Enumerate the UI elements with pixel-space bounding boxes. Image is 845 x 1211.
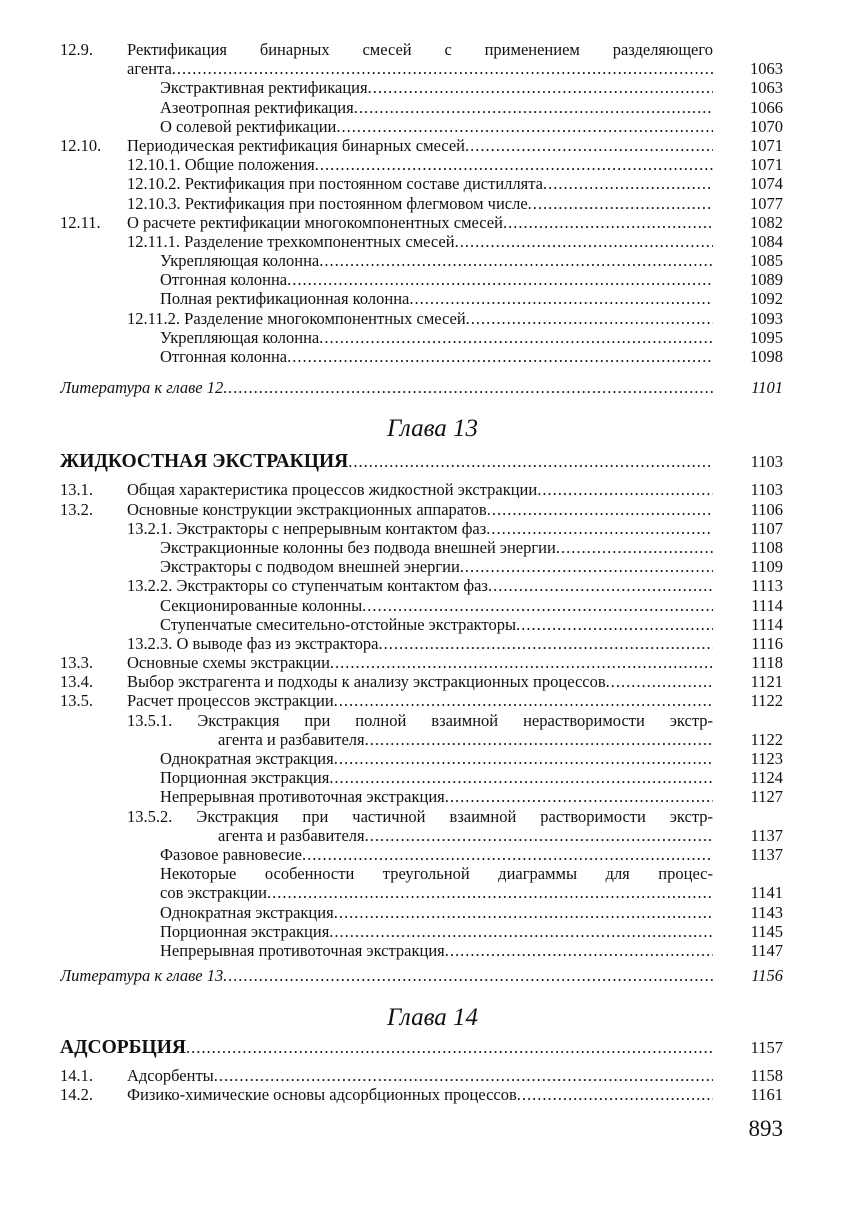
dot-leader (455, 232, 713, 251)
entry-title-text: Азеотропная ректификация (160, 97, 354, 117)
page-ref: 1108 (750, 537, 783, 557)
page-ref: 1089 (750, 270, 783, 290)
entry-title (160, 289, 713, 308)
dot-leader (365, 730, 713, 749)
entry-title-text: Однократная экстракция (160, 749, 334, 768)
page-ref: 1123 (750, 749, 783, 768)
entry-title (127, 576, 713, 595)
entry-title (160, 98, 713, 117)
entry-title (160, 845, 713, 864)
entry-title-text: Фазовое равновесие (160, 844, 302, 864)
entry-title (160, 768, 713, 787)
entry-title-text: Порционная экстракция (160, 921, 330, 941)
toc-row[interactable] (0, 596, 845, 615)
entry-title-text: 12.11.1. Разделение трехкомпонентных смесей (127, 231, 455, 251)
toc-row[interactable] (0, 730, 845, 749)
entry-title-text: Основные схемы экстракции (127, 653, 330, 673)
chapter-title-text: АДСОРБЦИЯ (60, 1037, 186, 1059)
toc-row[interactable] (0, 136, 845, 155)
toc-row[interactable] (0, 807, 845, 826)
page-ref: 1127 (750, 787, 783, 807)
toc-row[interactable] (0, 251, 845, 270)
toc-row[interactable] (0, 232, 845, 251)
entry-title (160, 922, 713, 941)
page-ref: 1103 (750, 452, 783, 472)
section-number: 13.2. (60, 499, 93, 519)
entry-title (218, 730, 713, 749)
entry-title (127, 136, 713, 155)
entry-title-text: агента (127, 59, 172, 79)
page-ref: 1077 (750, 193, 783, 213)
entry-title (160, 347, 713, 366)
dot-leader (287, 270, 713, 289)
page-ref: 1098 (750, 347, 783, 366)
entry-title-text: Адсорбенты (127, 1066, 214, 1086)
dot-leader (319, 251, 713, 270)
entry-title (127, 194, 713, 213)
page-ref: 1071 (750, 155, 783, 175)
section-number: 12.10. (60, 135, 102, 155)
dot-leader (223, 378, 713, 397)
entry-title-text: О солевой ректификации (160, 116, 337, 136)
chapter-title (60, 450, 713, 474)
entry-title-text: Порционная экстракция (160, 768, 330, 788)
toc-row[interactable] (0, 174, 845, 193)
section-number: 14.2. (60, 1085, 93, 1105)
entry-title-text: Выбор экстрагента и подходы к анализу экстракционных процессов (127, 672, 606, 692)
entry-title (127, 672, 713, 691)
entry-title (218, 826, 713, 845)
entry-title (127, 309, 713, 328)
entry-title (160, 903, 713, 922)
dot-leader (543, 174, 713, 193)
toc-row[interactable] (0, 59, 845, 78)
entry-title (127, 634, 713, 653)
page-ref: 1145 (750, 921, 783, 941)
entry-title-text: Экстракторы с подводом внешней энергии (160, 557, 460, 577)
entry-title-text: 13.2.1. Экстракторы с непрерывным контактом фаз (127, 518, 487, 538)
literature-title: Литература к главе 12 (60, 378, 224, 398)
dot-leader (368, 78, 713, 97)
entry-title (60, 378, 713, 397)
page-ref: 1070 (750, 116, 783, 136)
dot-leader (267, 883, 713, 902)
page-ref: 1124 (750, 768, 783, 788)
dot-leader (354, 98, 713, 117)
dot-leader (606, 672, 713, 691)
page-ref: 1066 (750, 97, 783, 117)
toc-row[interactable] (0, 309, 845, 328)
toc-row[interactable] (0, 615, 845, 634)
dot-leader (348, 450, 713, 474)
entry-title (127, 519, 713, 538)
chapter-heading[interactable] (0, 450, 845, 474)
toc-row[interactable] (0, 749, 845, 768)
page-ref: 1122 (750, 729, 783, 749)
entry-title-text: сов экстракции (160, 883, 267, 903)
dot-leader (503, 213, 713, 232)
entry-title-text: агента и разбавителя (218, 729, 365, 749)
entry-title (127, 232, 713, 251)
entry-title (160, 787, 713, 806)
toc-row[interactable] (0, 557, 845, 576)
dot-leader (315, 155, 713, 174)
page-ref: 1156 (751, 966, 783, 986)
entry-title (160, 883, 713, 902)
entry-title-text: 12.10.3. Ректификация при постоянном флегмовом числе (127, 193, 528, 213)
dot-leader (517, 1085, 713, 1104)
entry-title-text: 13.5.1. Экстракция при полной взаимной нерастворимости экстр- (127, 710, 713, 730)
page-ref: 1143 (750, 902, 783, 922)
entry-title (160, 78, 713, 97)
toc-row[interactable] (0, 826, 845, 845)
entry-title (160, 270, 713, 289)
entry-title-text: Непрерывная противоточная экстракция (160, 940, 445, 960)
entry-title (127, 1085, 713, 1104)
page-ref: 1161 (750, 1085, 783, 1105)
dot-leader (465, 136, 713, 155)
page-ref: 1084 (750, 231, 783, 251)
entry-title-text: Ступенчатые смесительно-отстойные экстракторы (160, 614, 517, 634)
entry-title-text: Некоторые особенности треугольной диаграммы для процес- (160, 864, 713, 884)
dot-leader (378, 634, 713, 653)
toc-row[interactable] (0, 922, 845, 941)
entry-title-text: Отгонная колонна (160, 270, 288, 290)
entry-title-text: О расчете ректификации многокомпонентных смесей (127, 212, 503, 232)
page-ref: 1122 (750, 691, 783, 711)
dot-leader (516, 615, 713, 634)
entry-title (127, 213, 713, 232)
page-ref: 1121 (750, 672, 783, 692)
page-ref: 1095 (750, 327, 783, 347)
dot-leader (409, 289, 713, 308)
entry-title-text: Общая характеристика процессов жидкостной экстракции (127, 480, 538, 500)
entry-title-text: Ректификация бинарных смесей с применением разделяющего (127, 40, 713, 59)
page-ref: 1158 (750, 1066, 783, 1086)
entry-title-text: Периодическая ректификация бинарных смесей (127, 135, 465, 155)
dot-leader (487, 500, 713, 519)
toc-row[interactable] (0, 213, 845, 232)
toc-row[interactable] (0, 519, 845, 538)
entry-title-text: Отгонная колонна (160, 347, 288, 366)
entry-title-text: 12.10.1. Общие положения (127, 155, 315, 175)
page-ref: 1082 (750, 212, 783, 232)
page-ref: 1092 (750, 289, 783, 309)
entry-title-text: Расчет процессов экстракции (127, 691, 334, 711)
page-ref: 1106 (750, 499, 783, 519)
page-ref: 1157 (750, 1038, 783, 1058)
dot-leader (172, 59, 713, 78)
entry-title (160, 941, 713, 960)
toc-row[interactable] (0, 903, 845, 922)
page-ref: 1071 (750, 135, 783, 155)
entry-title-text: Физико-химические основы адсорбционных процессов (127, 1085, 517, 1105)
literature-title: Литература к главе 13 (60, 966, 224, 986)
entry-title (127, 40, 713, 59)
dot-leader (287, 347, 713, 366)
toc-row[interactable] (0, 941, 845, 960)
page-ref: 1074 (750, 174, 783, 194)
page-ref: 1063 (750, 78, 783, 98)
entry-title (160, 251, 713, 270)
page-ref: 1109 (750, 557, 783, 577)
toc-row[interactable] (0, 653, 845, 672)
toc-row[interactable] (0, 40, 845, 59)
dot-leader (528, 194, 713, 213)
toc-row[interactable] (0, 1066, 845, 1085)
entry-title-text: Секционированные колонны (160, 595, 363, 615)
dot-leader (214, 1066, 713, 1085)
literature-entry[interactable] (0, 966, 845, 985)
toc-row[interactable] (0, 117, 845, 136)
page-ref: 1118 (751, 653, 783, 673)
toc-row[interactable] (0, 98, 845, 117)
dot-leader (445, 941, 713, 960)
entry-title-text: Полная ректификационная колонна (160, 289, 410, 309)
toc-row[interactable] (0, 711, 845, 730)
toc-row[interactable] (0, 787, 845, 806)
dot-leader (223, 966, 713, 985)
dot-leader (336, 117, 713, 136)
toc-row[interactable] (0, 500, 845, 519)
dot-leader (186, 1036, 713, 1060)
section-number: 13.5. (60, 691, 93, 711)
section-number: 13.1. (60, 480, 93, 500)
chapter-label: Глава 13 (386, 415, 479, 443)
dot-leader (334, 749, 713, 768)
page-ref: 1093 (750, 308, 783, 328)
page-number: 893 (748, 1116, 783, 1141)
chapter-heading[interactable] (0, 1036, 845, 1060)
entry-title-text: 12.11.2. Разделение многокомпонентных смесей (127, 308, 466, 328)
page-ref: 1141 (750, 883, 783, 903)
toc-row[interactable] (0, 576, 845, 595)
entry-title-text: 13.5.2. Экстракция при частичной взаимной растворимости экстр- (127, 806, 713, 826)
toc-row[interactable] (0, 1085, 845, 1104)
page-ref: 1137 (750, 825, 783, 845)
entry-title-text: 13.2.3. О выводе фаз из экстрактора (127, 633, 379, 653)
entry-title-text: Укрепляющая колонна (160, 251, 320, 271)
entry-title (127, 174, 713, 193)
page-ref: 1113 (751, 576, 783, 596)
entry-title (127, 653, 713, 672)
chapter-label: Глава 14 (386, 1004, 479, 1032)
dot-leader (329, 922, 713, 941)
chapter-title-text: ЖИДКОСТНАЯ ЭКСТРАКЦИЯ (60, 451, 349, 473)
entry-title (127, 480, 713, 499)
page-ref: 1103 (750, 480, 783, 500)
page-ref: 1137 (750, 844, 783, 864)
section-number: 13.4. (60, 672, 93, 692)
toc-row[interactable] (0, 78, 845, 97)
entry-title (60, 966, 713, 985)
dot-leader (488, 576, 713, 595)
entry-title (160, 538, 713, 557)
page-ref: 1085 (750, 251, 783, 271)
toc-row[interactable] (0, 347, 845, 366)
toc-row[interactable] (0, 270, 845, 289)
entry-title-text: Укрепляющая колонна (160, 327, 320, 347)
dot-leader (329, 768, 713, 787)
entry-title-text: 13.2.2. Экстракторы со ступенчатым контактом фаз (127, 576, 488, 596)
entry-title-text: Основные конструкции экстракционных аппаратов (127, 499, 487, 519)
entry-title (160, 117, 713, 136)
entry-title (127, 500, 713, 519)
entry-title (127, 1066, 713, 1085)
page-ref: 1063 (750, 59, 783, 79)
page-ref: 1114 (751, 614, 783, 634)
dot-leader (460, 557, 713, 576)
entry-title-text: агента и разбавителя (218, 825, 365, 845)
toc-row[interactable] (0, 289, 845, 308)
toc-row[interactable] (0, 691, 845, 710)
dot-leader (362, 596, 713, 615)
dot-leader (302, 845, 713, 864)
section-number: 12.9. (60, 40, 93, 59)
toc-row[interactable] (0, 845, 845, 864)
entry-title-text: Экстракционные колонны без подвода внешней энергии (160, 537, 556, 557)
entry-title-text: Экстрактивная ректификация (160, 78, 368, 98)
entry-title (160, 749, 713, 768)
entry-title (127, 155, 713, 174)
toc-row[interactable] (0, 328, 845, 347)
dot-leader (334, 691, 713, 710)
entry-title (160, 864, 713, 883)
dot-leader (319, 328, 713, 347)
toc-row[interactable] (0, 883, 845, 902)
dot-leader (330, 653, 713, 672)
dot-leader (334, 903, 713, 922)
page-ref: 1116 (751, 633, 783, 653)
toc-row[interactable] (0, 634, 845, 653)
chapter-title (60, 1036, 713, 1060)
page-ref: 1101 (751, 378, 783, 398)
entry-title (127, 711, 713, 730)
section-number: 14.1. (60, 1066, 93, 1086)
toc-row[interactable] (0, 538, 845, 557)
toc-row[interactable] (0, 194, 845, 213)
dot-leader (556, 538, 713, 557)
entry-title (160, 615, 713, 634)
section-number: 12.11. (60, 212, 101, 232)
page-ref: 1147 (750, 940, 783, 960)
entry-title-text: 12.10.2. Ректификация при постоянном составе дистиллята (127, 174, 543, 194)
entry-title-text: Непрерывная противоточная экстракция (160, 787, 445, 807)
entry-title (160, 596, 713, 615)
toc-row[interactable] (0, 672, 845, 691)
literature-entry[interactable] (0, 378, 845, 397)
dot-leader (445, 787, 713, 806)
toc-row[interactable] (0, 864, 845, 883)
entry-title (127, 59, 713, 78)
entry-title (127, 807, 713, 826)
page-ref: 1107 (750, 518, 783, 538)
page-ref: 1114 (751, 595, 783, 615)
entry-title (160, 557, 713, 576)
section-number: 13.3. (60, 653, 93, 673)
toc-row[interactable] (0, 480, 845, 499)
entry-title-text: Однократная экстракция (160, 902, 334, 922)
table-of-contents (0, 40, 845, 1105)
dot-leader (466, 309, 713, 328)
dot-leader (486, 519, 713, 538)
toc-row[interactable] (0, 155, 845, 174)
dot-leader (365, 826, 713, 845)
entry-title (127, 691, 713, 710)
entry-title (160, 328, 713, 347)
toc-row[interactable] (0, 768, 845, 787)
dot-leader (537, 480, 713, 499)
